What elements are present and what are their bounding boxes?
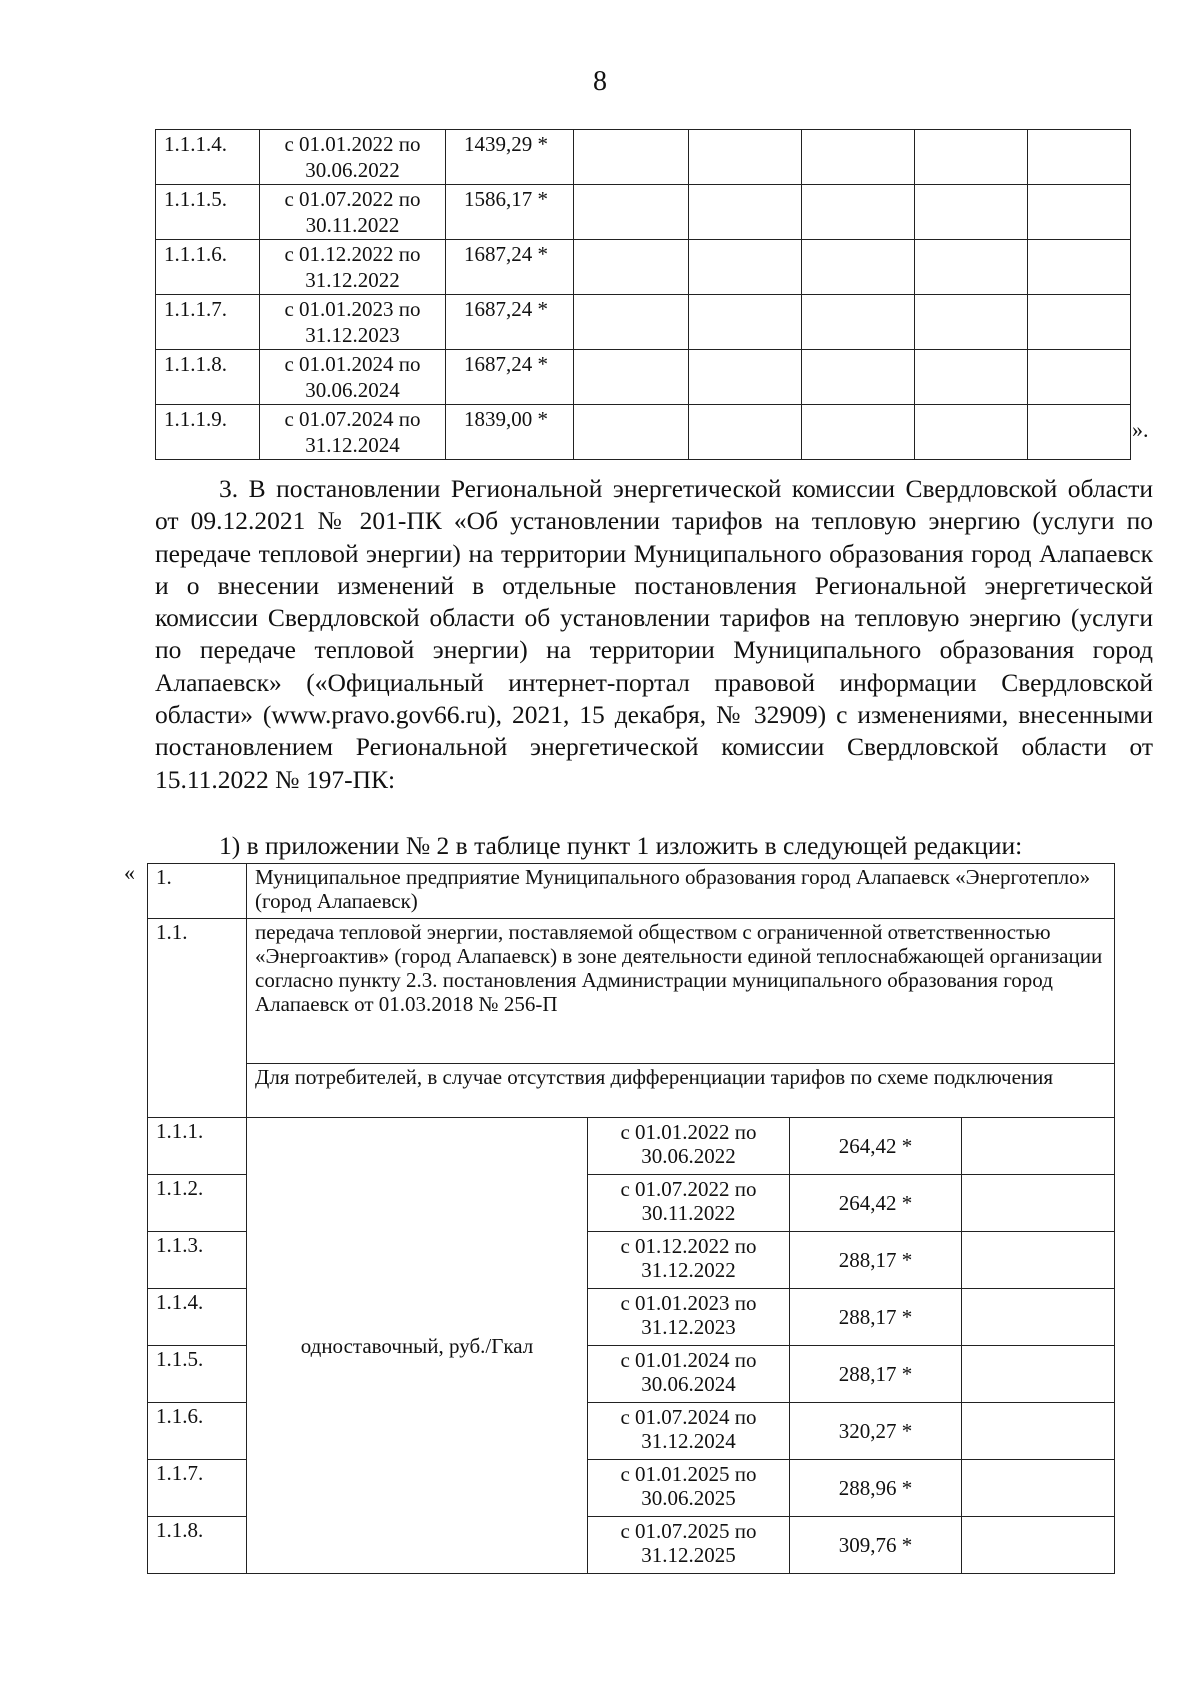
period-to: 30.06.2022 xyxy=(305,158,400,182)
tariff-row xyxy=(148,1118,1115,1175)
closing-quote: ». xyxy=(1132,417,1149,442)
period-cell xyxy=(260,295,446,350)
tariff-value: 1839,00 * xyxy=(446,405,574,460)
tariff-value: 288,17 * xyxy=(790,1289,962,1346)
consumers-description: Для потребителей, в случае отсутствия дифференциации тарифов по схеме подключения xyxy=(247,1064,1115,1118)
opening-quote: « xyxy=(124,860,135,885)
empty-cell xyxy=(689,185,802,240)
top-table-row xyxy=(156,350,1131,405)
top-table-row xyxy=(156,295,1131,350)
period-from: с 01.07.2022 по xyxy=(620,1177,757,1201)
row-number: 1.1.1.9. xyxy=(156,405,260,460)
empty-cell xyxy=(574,240,689,295)
top-table-row xyxy=(156,185,1131,240)
row-number: 1.1.8. xyxy=(148,1517,247,1574)
empty-cell xyxy=(574,405,689,460)
empty-cell xyxy=(915,350,1028,405)
empty-cell xyxy=(1028,240,1131,295)
empty-cell xyxy=(1028,350,1131,405)
period-to: 31.12.2022 xyxy=(641,1258,736,1282)
row-number: 1.1.1.7. xyxy=(156,295,260,350)
empty-cell xyxy=(962,1232,1115,1289)
period-to: 30.06.2024 xyxy=(641,1372,736,1396)
tariff-value: 264,42 * xyxy=(790,1118,962,1175)
tariff-value: 1687,24 * xyxy=(446,240,574,295)
empty-cell xyxy=(962,1346,1115,1403)
period-cell xyxy=(260,240,446,295)
top-table-row xyxy=(156,130,1131,185)
row-number: 1.1.5. xyxy=(148,1346,247,1403)
row-number: 1.1.1.5. xyxy=(156,185,260,240)
empty-cell xyxy=(689,405,802,460)
period-from: с 01.07.2025 по xyxy=(620,1519,757,1543)
row-number: 1.1.6. xyxy=(148,1403,247,1460)
org-name: Муниципальное предприятие Муниципального образования город Алапаевск «Энерготепло» (город Алапаевск) xyxy=(247,864,1115,919)
period-from: с 01.01.2024 по xyxy=(620,1348,757,1372)
period-cell xyxy=(588,1403,790,1460)
empty-cell xyxy=(915,405,1028,460)
period-cell xyxy=(588,1517,790,1574)
empty-cell xyxy=(915,185,1028,240)
empty-cell xyxy=(802,240,915,295)
empty-cell xyxy=(1028,130,1131,185)
tariff-value: 288,96 * xyxy=(790,1460,962,1517)
top-table-row xyxy=(156,405,1131,460)
empty-cell xyxy=(574,295,689,350)
page-number: 8 xyxy=(593,66,607,97)
period-cell xyxy=(260,130,446,185)
service-description: передача тепловой энергии, поставляемой обществом с ограниченной ответственностью «Энергоактив» (город Алапаевск) в зоне деятельности единой теплоснабжающей организации согласно пункту 2.3. постановления Администрации муниципального образования город Алапаевск от 01.03.2018 № 256-П xyxy=(247,919,1115,1064)
period-from: с 01.01.2023 по xyxy=(620,1291,757,1315)
period-cell xyxy=(588,1232,790,1289)
empty-cell xyxy=(689,350,802,405)
tariff-value: 1439,29 * xyxy=(446,130,574,185)
empty-cell xyxy=(802,130,915,185)
top-tariff-table xyxy=(155,129,1131,460)
row-number: 1.1.2. xyxy=(148,1175,247,1232)
empty-cell xyxy=(802,405,915,460)
amended-tariff-table xyxy=(147,863,1115,1574)
row-number: 1.1.7. xyxy=(148,1460,247,1517)
period-to: 30.06.2025 xyxy=(641,1486,736,1510)
period-cell xyxy=(588,1346,790,1403)
paragraph-3 xyxy=(155,473,1153,796)
period-to: 31.12.2024 xyxy=(305,433,400,457)
org-number: 1. xyxy=(148,864,247,919)
consumers-row xyxy=(148,1064,1115,1118)
empty-cell xyxy=(915,130,1028,185)
tariff-value: 264,42 * xyxy=(790,1175,962,1232)
tariff-value: 1687,24 * xyxy=(446,295,574,350)
period-cell xyxy=(588,1175,790,1232)
period-cell xyxy=(588,1118,790,1175)
empty-cell xyxy=(574,185,689,240)
tariff-value: 1687,24 * xyxy=(446,350,574,405)
period-cell xyxy=(588,1289,790,1346)
row-number: 1.1.1.8. xyxy=(156,350,260,405)
empty-cell xyxy=(962,1175,1115,1232)
period-to: 31.12.2024 xyxy=(641,1429,736,1453)
period-from: с 01.07.2022 по xyxy=(284,187,421,211)
row-number: 1.1.1.6. xyxy=(156,240,260,295)
empty-cell xyxy=(915,240,1028,295)
subparagraph-1: 1) в приложении № 2 в таблице пункт 1 изложить в следующей редакции: xyxy=(219,831,1023,860)
period-from: с 01.07.2024 по xyxy=(284,407,421,431)
empty-cell xyxy=(574,130,689,185)
empty-cell xyxy=(962,1118,1115,1175)
period-to: 31.12.2023 xyxy=(641,1315,736,1339)
period-cell xyxy=(260,350,446,405)
empty-cell xyxy=(915,295,1028,350)
empty-cell xyxy=(1028,405,1131,460)
period-from: с 01.01.2022 по xyxy=(284,132,421,156)
period-from: с 01.01.2024 по xyxy=(284,352,421,376)
tariff-value: 320,27 * xyxy=(790,1403,962,1460)
tariff-value: 309,76 * xyxy=(790,1517,962,1574)
empty-cell xyxy=(689,295,802,350)
period-to: 30.06.2022 xyxy=(641,1144,736,1168)
tariff-value: 288,17 * xyxy=(790,1346,962,1403)
period-from: с 01.07.2024 по xyxy=(620,1405,757,1429)
row-number: 1.1.1. xyxy=(148,1118,247,1175)
empty-cell xyxy=(1028,185,1131,240)
period-to: 31.12.2023 xyxy=(305,323,400,347)
empty-cell xyxy=(802,350,915,405)
empty-cell xyxy=(689,130,802,185)
period-from: с 01.12.2022 по xyxy=(284,242,421,266)
period-from: с 01.01.2022 по xyxy=(620,1120,757,1144)
period-from: с 01.01.2025 по xyxy=(620,1462,757,1486)
row-number: 1.1.1.4. xyxy=(156,130,260,185)
paragraph-3-text: 3. В постановлении Региональной энергетической комиссии Свердловской области от 09.12.2021 № 201-ПК «Об установлении тарифов на тепловую энергию (услуги по передаче тепловой энергии) на территории Муниципального образования город Алапаевск и о внесении изменений в отдельные постановления Региональной энергетической комиссии Свердловской области об установлении тарифов на тепловую энергию (услуги по передаче тепловой энергии) на территории Муниципального образования город Алапаевск» («Официальный интернет-портал правовой информации Свердловской области» (www.pravo.gov66.ru), 2021, 15 декабря, № 32909) с изменениями, внесенными постановлением Региональной энергетической комиссии Свердловской области от 15.11.2022 № 197-ПК: xyxy=(155,474,1153,794)
period-from: с 01.12.2022 по xyxy=(620,1234,757,1258)
empty-cell xyxy=(1028,295,1131,350)
period-to: 31.12.2025 xyxy=(641,1543,736,1567)
row-number: 1.1.4. xyxy=(148,1289,247,1346)
empty-cell xyxy=(574,350,689,405)
empty-cell xyxy=(689,240,802,295)
tariff-type: одноставочный, руб./Гкал xyxy=(247,1118,588,1574)
period-to: 31.12.2022 xyxy=(305,268,400,292)
period-to: 30.06.2024 xyxy=(305,378,400,402)
period-cell xyxy=(260,405,446,460)
period-from: с 01.01.2023 по xyxy=(284,297,421,321)
service-row xyxy=(148,919,1115,1064)
empty-cell xyxy=(962,1289,1115,1346)
empty-cell xyxy=(802,185,915,240)
row-number: 1.1.3. xyxy=(148,1232,247,1289)
empty-cell xyxy=(962,1403,1115,1460)
period-cell xyxy=(260,185,446,240)
period-cell xyxy=(588,1460,790,1517)
period-to: 30.11.2022 xyxy=(641,1201,736,1225)
service-number: 1.1. xyxy=(148,919,247,1118)
period-to: 30.11.2022 xyxy=(305,213,400,237)
empty-cell xyxy=(802,295,915,350)
top-table-row xyxy=(156,240,1131,295)
tariff-value: 288,17 * xyxy=(790,1232,962,1289)
tariff-value: 1586,17 * xyxy=(446,185,574,240)
empty-cell xyxy=(962,1460,1115,1517)
org-row xyxy=(148,864,1115,919)
empty-cell xyxy=(962,1517,1115,1574)
